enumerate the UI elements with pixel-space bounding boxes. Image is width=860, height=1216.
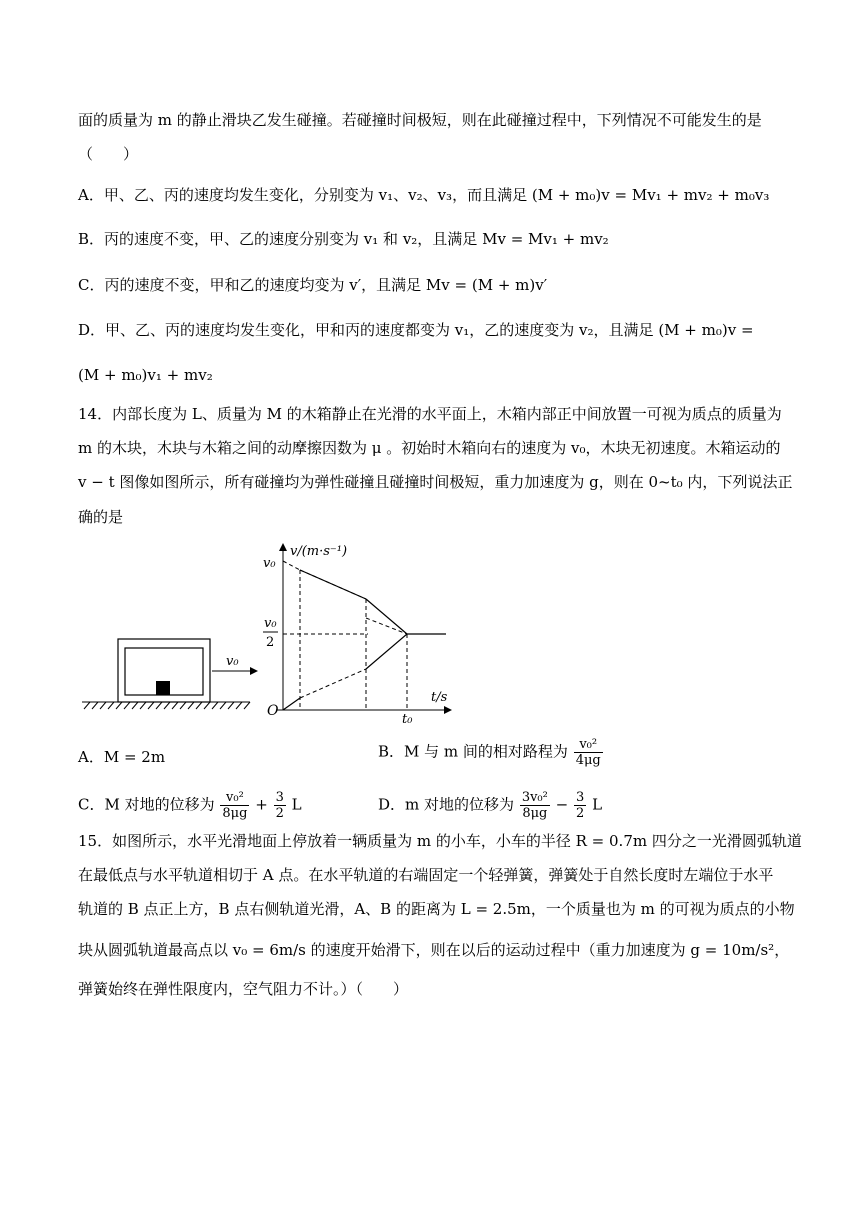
q13-stem-line: 面的质量为 m 的静止滑块乙发生碰撞。若碰撞时间极短，则在此碰撞过程中，下列情况不可能发生的是 bbox=[78, 111, 762, 129]
q13-option-a-formula: (M + m₀)v = Mv₁ + mv₂ + m₀v₃ bbox=[531, 186, 770, 204]
q14-option-c bbox=[78, 790, 302, 821]
q14-option-d-text: D．m 对地的位移为 bbox=[378, 795, 515, 814]
q15-stem-line-1: 15．如图所示，水平光滑地面上停放着一辆质量为 m 的小车，小车的半径 R = 0.7m 四分之一光滑圆弧轨道 bbox=[78, 832, 802, 850]
q15-stem-line-2: 在最低点与水平轨道相切于 A 点。在水平轨道的右端固定一个轻弹簧，弹簧处于自然长度时左端位于水平 bbox=[78, 866, 774, 884]
q14-option-a: A．M = 2m bbox=[78, 748, 166, 766]
q13-answer-paren: （ ） bbox=[78, 145, 139, 163]
q14-figure bbox=[78, 535, 478, 730]
q13-option-c-text: C．丙的速度不变，甲和乙的速度均变为 v′，且满足 bbox=[78, 276, 422, 294]
q14-d-op: − bbox=[555, 795, 569, 814]
x-axis-arrow bbox=[444, 706, 452, 714]
y-axis-arrow bbox=[279, 543, 287, 551]
velocity-arrow-head bbox=[250, 667, 258, 675]
q13-option-b-formula: Mv = Mv₁ + mv₂ bbox=[482, 230, 609, 248]
q14-d-num2: 3 bbox=[576, 790, 585, 805]
q14-c-den2: 2 bbox=[275, 806, 284, 821]
q13-option-d-cont: (M + m₀)v₁ + mv₂ bbox=[78, 366, 213, 384]
y-tick-half-denominator: 2 bbox=[266, 635, 275, 650]
q13-option-a bbox=[78, 184, 769, 206]
q14-c-den: 8μg bbox=[222, 806, 248, 821]
q13-option-b-text: B．丙的速度不变，甲、乙的速度分别变为 v₁ 和 v₂，且满足 bbox=[78, 230, 478, 248]
q14-option-b-text: B．M 与 m 间的相对路程为 bbox=[378, 742, 568, 761]
q13-option-d-text: D．甲、乙、丙的速度均发生变化，甲和丙的速度都变为 v₁，乙的速度变为 v₂，且满足 bbox=[78, 321, 654, 339]
q14-option-d-fraction-2 bbox=[574, 790, 586, 821]
q13-option-d bbox=[78, 319, 754, 341]
q14-c-op: + bbox=[255, 795, 268, 814]
q14-option-d-fraction-1 bbox=[520, 790, 550, 821]
ground bbox=[82, 702, 250, 709]
velocity-lines bbox=[283, 561, 446, 710]
box-velocity-label: v₀ bbox=[226, 654, 239, 669]
q15-stem-line-3: 轨道的 B 点正上方，B 点右侧轨道光滑，A、B 的距离为 L = 2.5m，一个质量也为 m 的可视为质点的小物 bbox=[78, 900, 795, 918]
q15-stem-line-4: 块从圆弧轨道最高点以 v₀ = 6m/s 的速度开始滑下，则在以后的运动过程中（重力加速度为 g = 10m/s²， bbox=[78, 941, 790, 959]
y-tick-v0: v₀ bbox=[263, 556, 276, 571]
q14-d-den: 8μg bbox=[522, 806, 548, 821]
q14-c-num2: 3 bbox=[275, 790, 284, 805]
q14-option-b bbox=[378, 737, 604, 768]
y-tick-half-numerator: v₀ bbox=[264, 616, 277, 631]
q13-option-c-formula: Mv = (M + m)v′ bbox=[425, 276, 548, 294]
x-tick-t0: t₀ bbox=[402, 712, 413, 727]
q15-stem-line-5: 弹簧始终在弹性限度内，空气阻力不计。）（ ） bbox=[78, 980, 409, 998]
wooden-block bbox=[156, 681, 170, 695]
q14-c-num: v₀² bbox=[220, 790, 249, 806]
x-axis-label: t/s bbox=[431, 690, 448, 705]
q14-d-num: 3v₀² bbox=[521, 790, 548, 805]
origin-label: O bbox=[267, 703, 279, 719]
q13-option-b bbox=[78, 228, 609, 250]
q14-option-d bbox=[378, 790, 602, 821]
q14-d-den2: 2 bbox=[576, 806, 585, 821]
q14-b-num: v₀² bbox=[574, 737, 603, 753]
q14-stem-line-4: 确的是 bbox=[78, 508, 124, 526]
q14-c-suffix: L bbox=[291, 795, 302, 814]
q13-option-c bbox=[78, 274, 547, 296]
q14-option-c-fraction-1 bbox=[220, 790, 249, 821]
q14-b-den: 4μg bbox=[575, 753, 601, 768]
q14-stem-line-3: v − t 图像如图所示，所有碰撞均为弹性碰撞且碰撞时间极短，重力加速度为 g，则在 0~t₀ 内，下列说法正 bbox=[78, 473, 793, 491]
q13-option-d-formula-1: (M + m₀)v = bbox=[658, 321, 754, 339]
q14-option-b-fraction bbox=[574, 737, 603, 768]
y-axis-label: v/(m·s⁻¹) bbox=[290, 544, 348, 559]
q14-option-c-text: C．M 对地的位移为 bbox=[78, 795, 215, 814]
guide-lines bbox=[283, 561, 407, 710]
q14-d-suffix: L bbox=[592, 795, 603, 814]
q14-option-c-fraction-2 bbox=[274, 790, 286, 821]
q13-option-a-text: A．甲、乙、丙的速度均发生变化，分别变为 v₁、v₂、v₃，而且满足 bbox=[78, 186, 528, 204]
q14-stem-line-2: m 的木块，木块与木箱之间的动摩擦因数为 μ 。初始时木箱向右的速度为 v₀，木块无初速度。木箱运动的 bbox=[78, 439, 781, 457]
q14-stem-line-1: 14．内部长度为 L、质量为 M 的木箱静止在光滑的水平面上，木箱内部正中间放置一可视为质点的质量为 bbox=[78, 405, 782, 423]
